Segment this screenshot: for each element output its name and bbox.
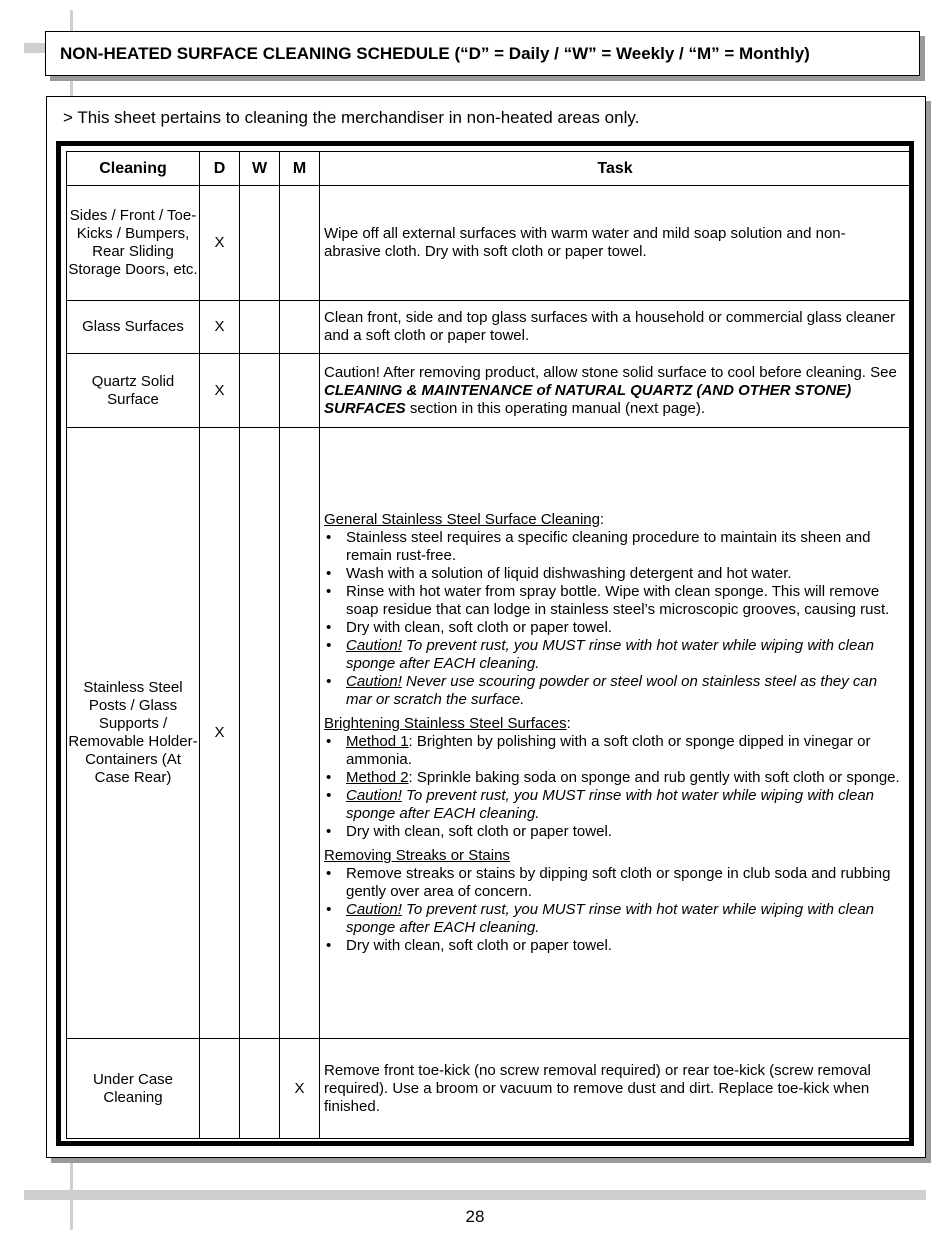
table-row	[67, 301, 911, 354]
cleaning-cell: Quartz Solid Surface	[67, 354, 200, 428]
page-number: 28	[465, 1207, 485, 1226]
table-row	[67, 354, 911, 428]
cleaning-cell: Glass Surfaces	[67, 301, 200, 354]
caution-text: Never use scouring powder or steel wool on stainless steel as they can mar or scratch the surface.	[346, 673, 878, 708]
monthly-cell: X	[280, 1039, 320, 1139]
list-item	[324, 769, 900, 787]
caution-label: Caution!	[346, 637, 402, 654]
caution-label: Caution!	[346, 673, 402, 690]
list-item: • Dry with clean, soft cloth or paper towel.	[324, 937, 900, 955]
table-row	[67, 1039, 911, 1139]
weekly-cell	[240, 186, 280, 301]
weekly-cell	[240, 354, 280, 428]
caution-text: To prevent rust, you MUST rinse with hot water while wiping with clean sponge after EACH cleaning.	[346, 901, 875, 936]
section-heading: Brightening Stainless Steel Surfaces:	[324, 715, 571, 732]
header-monthly: M	[280, 152, 320, 186]
method-text: : Sprinkle baking soda on sponge and rub gently with soft cloth or sponge.	[408, 769, 900, 786]
task-cell: Wipe off all external surfaces with warm water and mild soap solution and non-abrasive cloth. Dry with soft cloth or paper towel.	[320, 186, 911, 301]
daily-cell: X	[200, 354, 240, 428]
monthly-cell	[280, 428, 320, 1039]
schedule-frame	[56, 141, 914, 1146]
brightening-list	[324, 733, 900, 841]
table-header-row	[67, 152, 911, 186]
caution-text: To prevent rust, you MUST rinse with hot water while wiping with clean sponge after EACH cleaning.	[346, 787, 875, 822]
manual-section-reference: CLEANING & MAINTENANCE of NATURAL QUARTZ (AND OTHER STONE) SURFACES	[324, 381, 852, 417]
table-row	[67, 186, 911, 301]
method-label: Method 1	[346, 733, 409, 750]
page-title	[45, 31, 920, 76]
decorative-bottom-bar	[24, 1190, 926, 1200]
daily-cell	[200, 1039, 240, 1139]
general-cleaning-heading: General Stainless Steel Surface Cleaning	[324, 511, 600, 528]
list-item: • Remove streaks or stains by dipping soft cloth or sponge in club soda and rubbing gently over area of concern.	[324, 865, 900, 901]
brightening-heading: Brightening Stainless Steel Surfaces	[324, 715, 567, 732]
caution-text: To prevent rust, you MUST rinse with hot water while wiping with clean sponge after EACH cleaning.	[346, 637, 875, 672]
header-cleaning: Cleaning	[67, 152, 200, 186]
weekly-cell	[240, 428, 280, 1039]
cleaning-cell: Under Case Cleaning	[67, 1039, 200, 1139]
task-cell: Remove front toe-kick (no screw removal required) or rear toe-kick (screw removal required). Use a broom or vacuum to remove dust and dirt. Replace toe-kick when finished.	[320, 1039, 911, 1139]
intro-note: > This sheet pertains to cleaning the merchandiser in non-heated areas only.	[63, 108, 640, 127]
list-item: • Dry with clean, soft cloth or paper towel.	[324, 823, 900, 841]
section-heading	[324, 847, 900, 865]
cleaning-cell: Stainless Steel Posts / Glass Supports / Removable Holder-Containers (At Case Rear)	[67, 428, 200, 1039]
list-item: • Rinse with hot water from spray bottle. Wipe with clean sponge. This will remove soap residue that can lodge in stainless steel’s microscopic grooves, causing rust.	[324, 583, 900, 619]
list-item	[324, 787, 900, 823]
streaks-heading: Removing Streaks or Stains	[324, 847, 510, 864]
cleaning-cell: Sides / Front / Toe-Kicks / Bumpers, Rear Sliding Storage Doors, etc.	[67, 186, 200, 301]
task-cell	[320, 354, 911, 428]
list-item: • Dry with clean, soft cloth or paper towel.	[324, 619, 900, 637]
list-item	[324, 901, 900, 937]
streaks-list	[324, 865, 900, 955]
weekly-cell	[240, 1039, 280, 1139]
monthly-cell	[280, 354, 320, 428]
monthly-cell	[280, 301, 320, 354]
list-item: • Stainless steel requires a specific cleaning procedure to maintain its sheen and remain rust-free.	[324, 529, 900, 565]
monthly-cell	[280, 186, 320, 301]
header-weekly: W	[240, 152, 280, 186]
list-item: • Wash with a solution of liquid dishwashing detergent and hot water.	[324, 565, 900, 583]
daily-cell: X	[200, 186, 240, 301]
header-daily: D	[200, 152, 240, 186]
task-text: Caution! After removing product, allow stone solid surface to cool before cleaning. See	[324, 363, 897, 381]
task-text: section in this operating manual (next page).	[405, 399, 706, 417]
method-text: : Brighten by polishing with a soft cloth or sponge dipped in vinegar or ammonia.	[346, 733, 871, 768]
list-item	[324, 733, 900, 769]
caution-label: Caution!	[346, 787, 402, 804]
table-row	[67, 428, 911, 1039]
section-heading: General Stainless Steel Surface Cleaning:	[324, 511, 605, 528]
list-item	[324, 673, 900, 709]
caution-label: Caution!	[346, 901, 402, 918]
method-label: Method 2	[346, 769, 409, 786]
daily-cell: X	[200, 428, 240, 1039]
weekly-cell	[240, 301, 280, 354]
header-task: Task	[320, 152, 911, 186]
daily-cell: X	[200, 301, 240, 354]
cleaning-schedule-table	[66, 151, 911, 1139]
general-cleaning-list	[324, 529, 900, 709]
task-cell	[320, 428, 911, 1039]
content-panel	[46, 96, 926, 1158]
page-title-text: NON-HEATED SURFACE CLEANING SCHEDULE (“D” = Daily / “W” = Weekly / “M” = Monthly)	[60, 43, 810, 63]
task-cell: Clean front, side and top glass surfaces with a household or commercial glass cleaner and a soft cloth or paper towel.	[320, 301, 911, 354]
list-item	[324, 637, 900, 673]
